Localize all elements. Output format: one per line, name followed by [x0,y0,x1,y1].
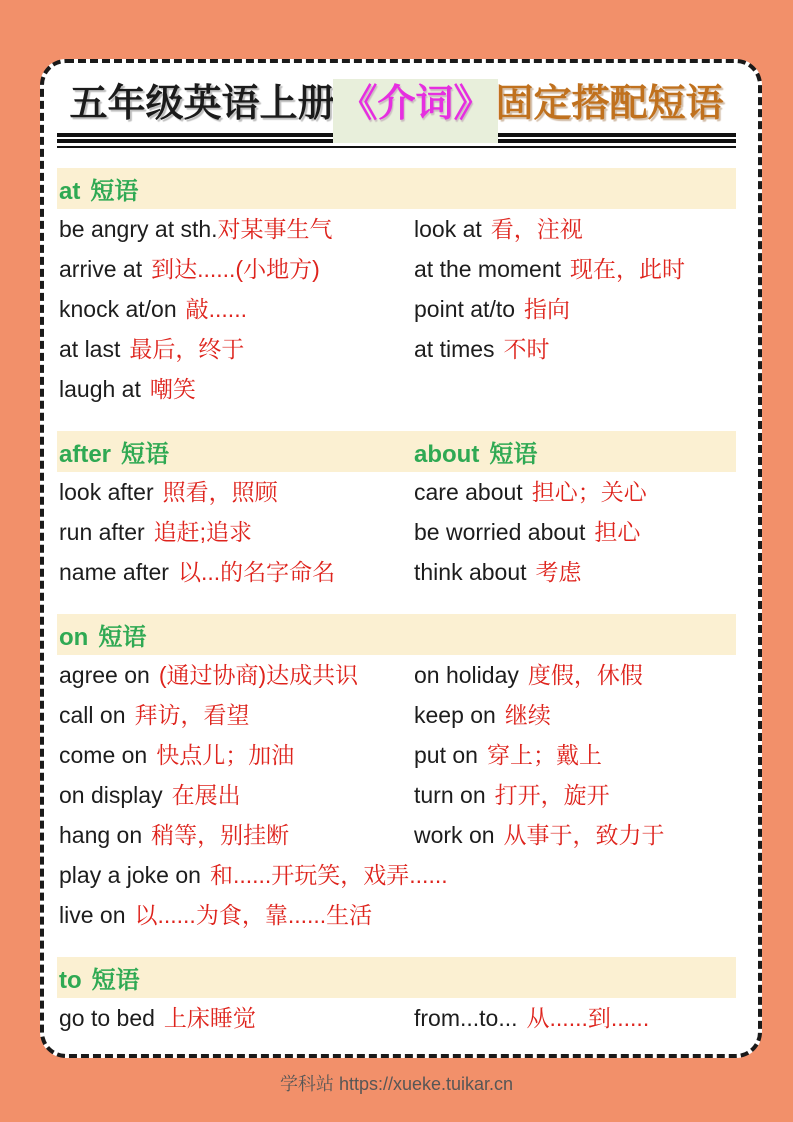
phrase-row [57,1000,736,1040]
phrase-cell [412,777,610,810]
phrase-english: live on [59,902,126,928]
section-suffix: 短语 [91,967,140,994]
section-band-at [57,168,736,209]
phrase-english: laugh at [59,376,141,402]
phrase-chinese: 快点儿；加油 [156,742,295,768]
phrase-english: keep on [414,702,496,728]
phrase-cell [412,817,665,850]
section-rows [57,998,736,1040]
worksheet-card [40,59,762,1058]
title-topic-highlight: 《介词》 [335,83,495,125]
section-band-after [57,431,736,472]
section-word: on [59,624,89,651]
section-band-on [57,614,736,655]
phrase-english: at times [414,336,495,362]
phrase-cell [57,897,736,930]
phrase-chinese: 在展出 [171,782,241,808]
phrase-cell [57,857,736,890]
phrase-chinese: 到达......(小地方) [151,256,320,282]
phrase-cell [57,1000,412,1033]
phrase-cell [57,554,412,587]
phrase-cell [57,371,412,404]
phrase-english: call on [59,702,126,728]
phrase-cell [57,514,412,547]
section-rows [57,472,736,594]
separator-line [57,146,736,148]
phrase-row [57,514,736,554]
phrase-english: name after [59,559,169,585]
phrase-english: arrive at [59,256,143,282]
phrase-sections [57,168,736,1040]
phrase-row [57,331,736,371]
phrase-chinese: 以......为食，靠......生活 [134,902,373,928]
section-header [59,617,146,652]
section-rows [57,655,736,937]
section-band-to [57,957,736,998]
page-title [57,78,736,130]
section-word: to [59,967,82,994]
phrase-cell [57,331,412,364]
phrase-cell [412,1000,649,1033]
phrase-english: be angry at sth. [59,216,218,242]
phrase-chinese: (通过协商)达成共识 [158,662,359,688]
phrase-english: play a joke on [59,862,201,888]
section-header [414,434,537,469]
phrase-chinese: 拜访，看望 [134,702,250,728]
phrase-english: knock at/on [59,296,177,322]
phrase-chinese: 不时 [503,336,550,362]
phrase-english: at the moment [414,256,562,282]
phrase-chinese: 上床睡觉 [163,1005,256,1031]
phrase-chinese: 担心 [594,519,641,545]
phrase-chinese: 度假，休假 [527,662,643,688]
phrase-cell [412,554,582,587]
footer-credit-text: 学科站 https://xueke.tuikar.cn [279,1074,514,1094]
section-header [59,434,414,469]
phrase-chinese: 对某事生气 [217,216,333,242]
phrase-row [57,857,736,897]
phrase-row [57,897,736,937]
phrase-cell [57,737,412,770]
phrase-chinese: 从事于，致力于 [503,822,665,848]
section-suffix: 短语 [98,624,147,651]
phrase-english: point at/to [414,296,516,322]
phrase-chinese: 稍等，别挂断 [151,822,290,848]
phrase-row [57,291,736,331]
phrase-cell [57,474,412,507]
phrase-cell [57,657,412,690]
phrase-row [57,697,736,737]
phrase-cell [57,251,412,284]
phrase-english: on holiday [414,662,519,688]
section-suffix: 短语 [121,441,170,468]
phrase-chinese: 照看，照顾 [162,479,278,505]
phrase-cell [412,697,551,730]
section-rows [57,209,736,411]
phrase-chinese: 最后，终于 [129,336,245,362]
phrase-chinese: 担心；关心 [531,479,647,505]
phrase-row [57,777,736,817]
phrase-chinese: 敲...... [185,296,247,322]
section-word: at [59,178,81,205]
phrase-row [57,211,736,251]
phrase-english: on display [59,782,163,808]
section-word: after [59,441,112,468]
phrase-row [57,554,736,594]
phrase-english: work on [414,822,495,848]
phrase-english: agree on [59,662,150,688]
section-word: about [414,441,480,468]
phrase-cell [412,657,643,690]
phrase-english: run after [59,519,145,545]
phrase-english: be worried about [414,519,586,545]
phrase-cell [412,737,602,770]
phrase-cell [412,211,583,244]
phrase-chinese: 以...的名字命名 [177,559,336,585]
phrase-chinese: 嘲笑 [149,376,196,402]
phrase-chinese: 指向 [524,296,571,322]
phrase-chinese: 现在，此时 [570,256,686,282]
phrase-english: turn on [414,782,486,808]
phrase-english: go to bed [59,1005,155,1031]
title-suffix: 固定搭配短语 [495,83,724,125]
phrase-row [57,817,736,857]
phrase-english: think about [414,559,527,585]
phrase-cell [412,251,685,284]
phrase-row [57,474,736,514]
phrase-cell [57,211,412,244]
section-header [59,171,138,206]
phrase-row [57,371,736,411]
title-grade-part: 五年级英语上册 [69,83,336,125]
phrase-english: put on [414,742,478,768]
phrase-cell [57,777,412,810]
phrase-cell [57,817,412,850]
phrase-english: hang on [59,822,143,848]
phrase-cell [412,514,640,547]
phrase-english: at last [59,336,121,362]
section-header [59,960,140,995]
phrase-cell [57,697,412,730]
phrase-cell [412,331,550,364]
phrase-english: care about [414,479,523,505]
phrase-chinese: 从......到...... [526,1005,650,1031]
phrase-row [57,657,736,697]
phrase-row [57,737,736,777]
phrase-chinese: 打开，旋开 [494,782,610,808]
phrase-english: look after [59,479,154,505]
phrase-english: from...to... [414,1005,518,1031]
phrase-cell [412,291,570,324]
phrase-cell [57,291,412,324]
phrase-chinese: 继续 [504,702,551,728]
phrase-english: come on [59,742,148,768]
phrase-chinese: 考虑 [535,559,582,585]
phrase-chinese: 追赶;追求 [153,519,253,545]
phrase-chinese: 和......开玩笑，戏弄...... [209,862,448,888]
phrase-row [57,251,736,291]
phrase-cell [412,474,647,507]
phrase-chinese: 看，注视 [490,216,583,242]
footer-credit [0,1070,793,1096]
section-suffix: 短语 [489,441,538,468]
section-suffix: 短语 [90,178,139,205]
phrase-chinese: 穿上；戴上 [486,742,602,768]
phrase-english: look at [414,216,482,242]
